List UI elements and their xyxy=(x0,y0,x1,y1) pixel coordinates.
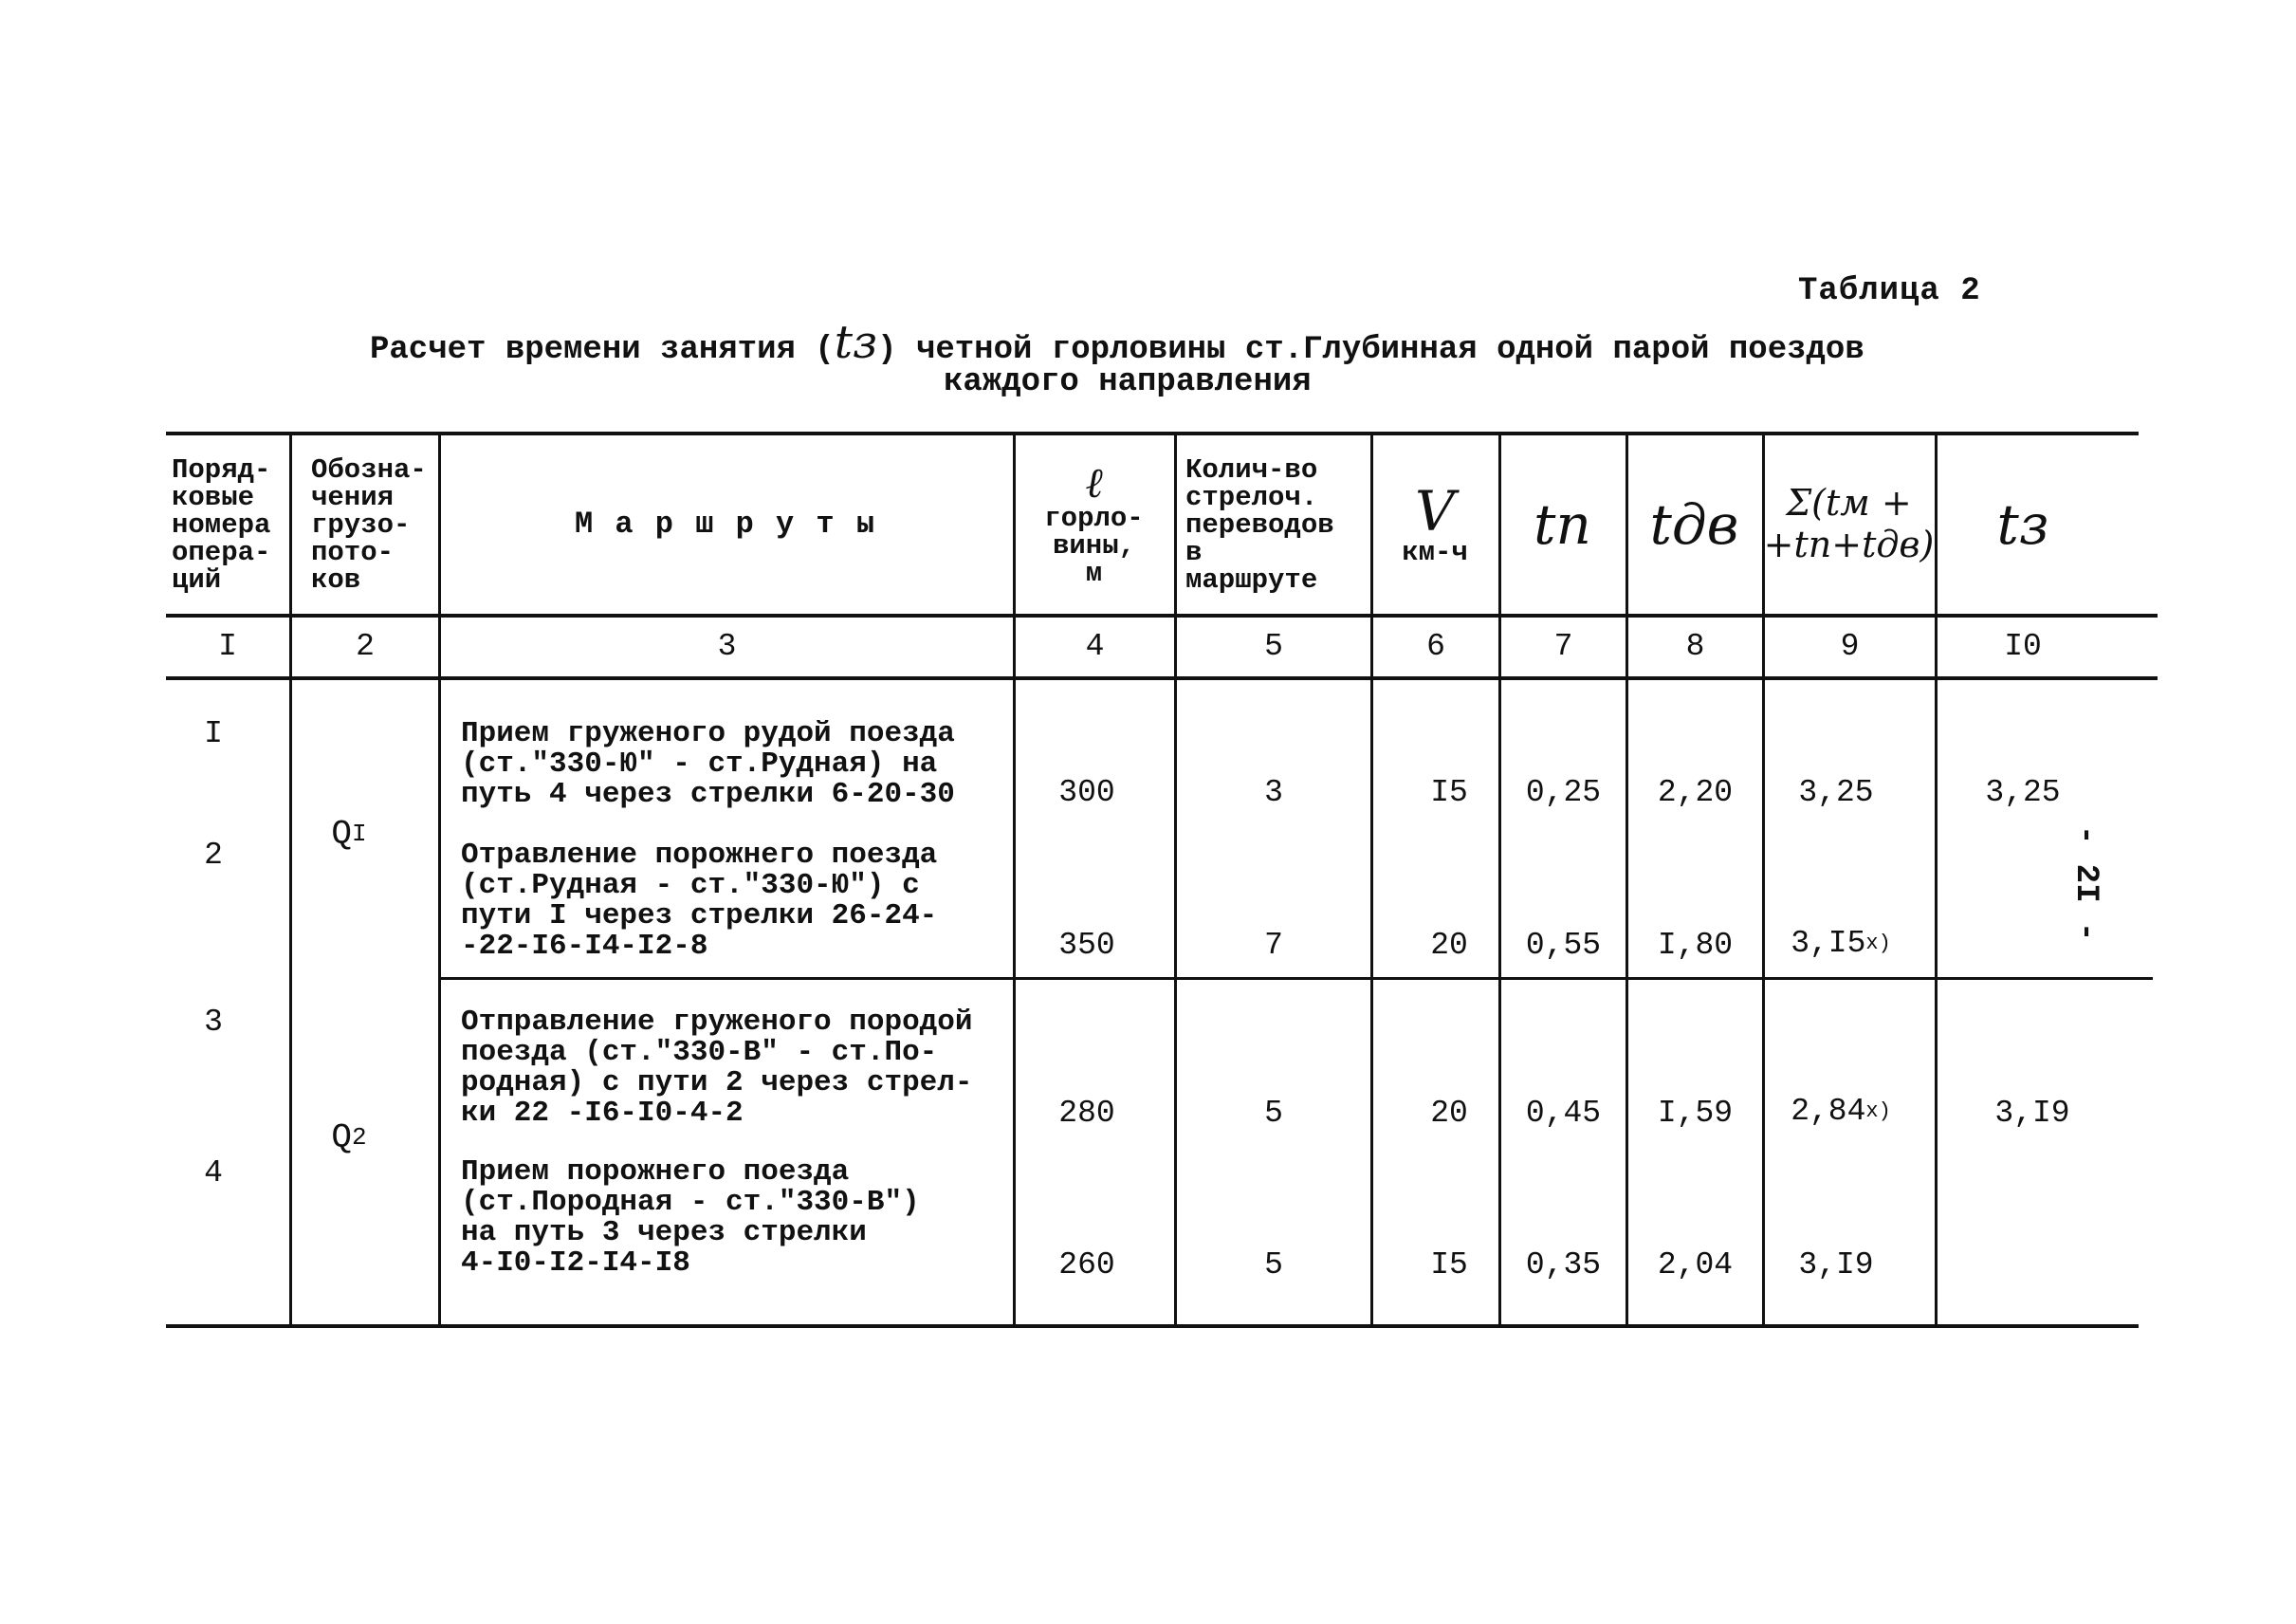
column-number: 5 xyxy=(1264,628,1283,664)
route-description: Отравление порожнего поезда (ст.Рудная - ст."330-Ю") с пути I через стрелки 26-24- -22-I6-I4-I2-8 xyxy=(461,839,938,963)
flow-designation xyxy=(292,1110,406,1167)
tz-total: 3,I9 xyxy=(1994,1096,2070,1132)
header-operation-number: Поряд- ковые номера опера- ций xyxy=(172,453,271,596)
sum-value xyxy=(1765,1245,1907,1287)
sum-number: 2,84 xyxy=(1791,1093,1866,1129)
operation-number: 3 xyxy=(204,1005,223,1041)
flow-subscript: 2 xyxy=(352,1123,367,1153)
sum-value xyxy=(1765,772,1907,815)
rule-top xyxy=(166,432,2139,435)
flow-letter: Q xyxy=(331,815,352,855)
title-symbol: tз xyxy=(834,316,878,369)
speed-value: 20 xyxy=(1430,1096,1468,1132)
length-value: 260 xyxy=(1058,1247,1115,1283)
header-speed-text: км-ч xyxy=(1402,536,1468,568)
route-description: Отправление груженого породой поезда (ст."330-В" - ст.По- родная) с пути 2 через стрел- ки 22 -I6-I0-4-2 xyxy=(461,1006,973,1130)
operation-number: 2 xyxy=(204,838,223,874)
header-length-symbol: ℓ xyxy=(1085,458,1103,508)
header-flow-designation: Обозна- чения грузо- пото- ков xyxy=(311,453,427,596)
header-length-text: горло- вины, м xyxy=(1044,502,1144,589)
length-value: 350 xyxy=(1058,928,1115,964)
speed-value: I5 xyxy=(1430,1247,1468,1283)
switch-count-value: 5 xyxy=(1264,1096,1283,1132)
route-description: Прием порожнего поезда (ст.Породная - ст."330-В") на путь 3 через стрелки 4-I0-I2-I4-I8 xyxy=(461,1155,920,1280)
header-sum: Σ(tм + +tп+tдв) xyxy=(1763,482,1935,565)
route-description: Прием груженого рудой поезда (ст."330-Ю" - ст.Рудная) на путь 4 через стрелки 6-20-30 xyxy=(461,717,955,811)
tp-value: 0,55 xyxy=(1525,928,1602,964)
tp-value: 0,45 xyxy=(1525,1096,1602,1132)
column-number: 6 xyxy=(1426,628,1445,664)
tdv-value: I,80 xyxy=(1657,928,1734,964)
column-number: 8 xyxy=(1685,628,1705,664)
sum-number: 3,I9 xyxy=(1798,1247,1874,1283)
tdv-value: 2,04 xyxy=(1657,1247,1734,1283)
column-number: 3 xyxy=(717,628,737,664)
column-number: 9 xyxy=(1840,628,1860,664)
table-title-line2: каждого направления xyxy=(944,364,1312,400)
table-label: Таблица 2 xyxy=(1798,273,1981,309)
sum-footnote-mark: x) xyxy=(1865,932,1891,956)
header-speed xyxy=(1373,438,1497,611)
length-value: 300 xyxy=(1058,775,1115,811)
sum-number: 3,I5 xyxy=(1791,925,1866,961)
header-tz: tз xyxy=(1996,491,2049,557)
table-title xyxy=(370,316,1864,369)
operation-number: 4 xyxy=(204,1155,223,1191)
header-switch-count: Колич-во стрелоч. переводов в маршруте xyxy=(1185,453,1334,596)
page-number: - 2I - xyxy=(2067,825,2103,942)
header-routes: М а р ш р у т ы xyxy=(574,507,877,542)
tz-total: 3,25 xyxy=(1985,775,2061,811)
speed-value: 20 xyxy=(1430,928,1468,964)
column-number: I xyxy=(218,628,237,664)
tp-value: 0,25 xyxy=(1525,775,1602,811)
column-number: 4 xyxy=(1085,628,1105,664)
rule-group-separator xyxy=(438,977,2153,980)
length-value: 280 xyxy=(1058,1096,1115,1132)
header-tp: tп xyxy=(1534,491,1591,557)
switch-count-value: 5 xyxy=(1264,1247,1283,1283)
col-line-4 xyxy=(1174,432,1177,1327)
sum-value xyxy=(1765,1088,1917,1135)
switch-count-value: 7 xyxy=(1264,928,1283,964)
rule-bottom xyxy=(166,1324,2139,1328)
title-part2: ) четной горловины ст.Глубинная одной парой поездов xyxy=(877,332,1864,368)
tdv-value: 2,20 xyxy=(1657,775,1734,811)
column-number: I0 xyxy=(2004,628,2042,664)
flow-subscript: I xyxy=(352,820,367,849)
column-number: 7 xyxy=(1553,628,1573,664)
flow-designation xyxy=(292,806,406,863)
operation-number: I xyxy=(204,716,223,752)
title-part1: Расчет времени занятия ( xyxy=(370,332,835,368)
column-number: 2 xyxy=(356,628,375,664)
tp-value: 0,35 xyxy=(1525,1247,1602,1283)
switch-count-value: 3 xyxy=(1264,775,1283,811)
header-length xyxy=(1016,438,1172,611)
flow-letter: Q xyxy=(331,1118,352,1158)
header-speed-symbol: V xyxy=(1415,478,1455,544)
sum-number: 3,25 xyxy=(1798,775,1874,811)
tdv-value: I,59 xyxy=(1657,1096,1734,1132)
sum-footnote-mark: x) xyxy=(1865,1099,1891,1124)
rule-numbers-bottom xyxy=(166,676,2158,680)
speed-value: I5 xyxy=(1430,775,1468,811)
header-tdv: tдв xyxy=(1649,491,1739,557)
sum-value xyxy=(1765,920,1917,968)
